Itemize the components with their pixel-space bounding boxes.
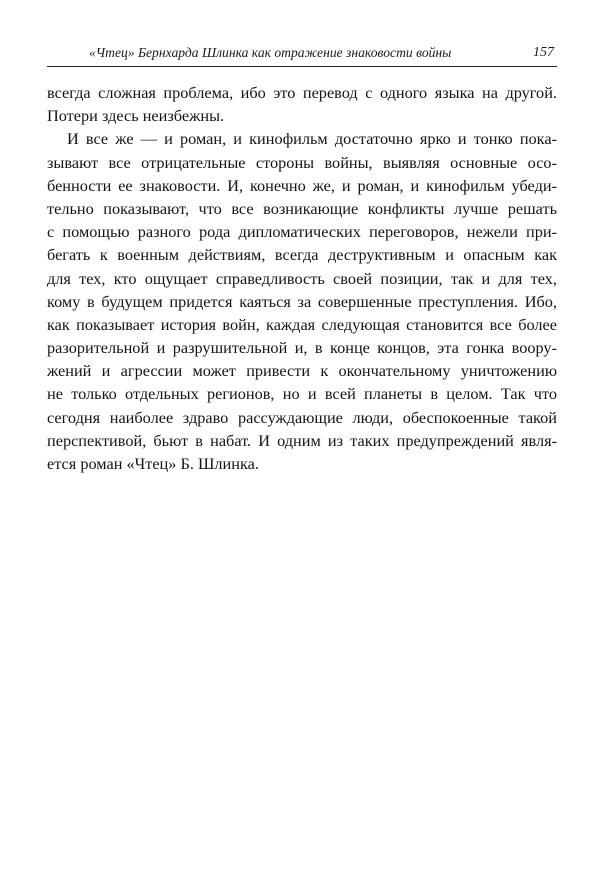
paragraph-1 (47, 81, 557, 127)
text-line: для тех, кто ощущает справедливость своей позиции, так и для тех, (47, 268, 557, 288)
body-text (47, 81, 557, 475)
text-line: И все же — и роман, и кинофильм достаточно ярко и тонко пока- (67, 129, 557, 149)
text-line: перспективой, бьют в набат. И одним из таких предупреждений явля- (47, 430, 557, 450)
text-line: сегодня наиболее здраво рассуждающие люди, обеспокоенные такой (47, 407, 557, 427)
text-line: бегать к военным действиям, всегда деструктивным и опасным как (47, 245, 557, 265)
text-line: жений и агрессии может привести к окончательному уничтожению (47, 361, 557, 381)
text-line: всегда сложная проблема, ибо это перевод с одного языка на другой. (47, 83, 557, 102)
text-line: не только отдельных регионов, но и всей планеты в целом. Так что (47, 384, 557, 404)
text-line: зывают все отрицательные стороны войны, выявляя основные осо- (47, 152, 557, 172)
text-line: ется роман «Чтец» Б. Шлинка. (47, 454, 259, 473)
running-title: «Чтец» Бернхарда Шлинка как отражение знаковости войны (89, 45, 452, 60)
text-line: как показывает история войн, каждая следующая становится все более (47, 314, 557, 334)
text-line: тельно показывают, что все возникающие конфликты лучше решать (47, 198, 557, 218)
text-line: бенности ее знаковости. И, конечно же, и роман, и кинофильм убеди- (47, 175, 557, 195)
paragraph-2 (47, 127, 557, 475)
text-line: с помощью разного рода дипломатических переговоров, нежели при- (47, 222, 557, 242)
text-line: разорительной и разрушительной и, в конце концов, эта гонка воору- (47, 338, 557, 358)
text-line: Потери здесь неизбежны. (47, 106, 225, 126)
page-number: 157 (533, 45, 554, 60)
running-header (47, 44, 557, 67)
text-line: кому в будущем придется каяться за совершенные преступления. Ибо, (47, 291, 557, 311)
